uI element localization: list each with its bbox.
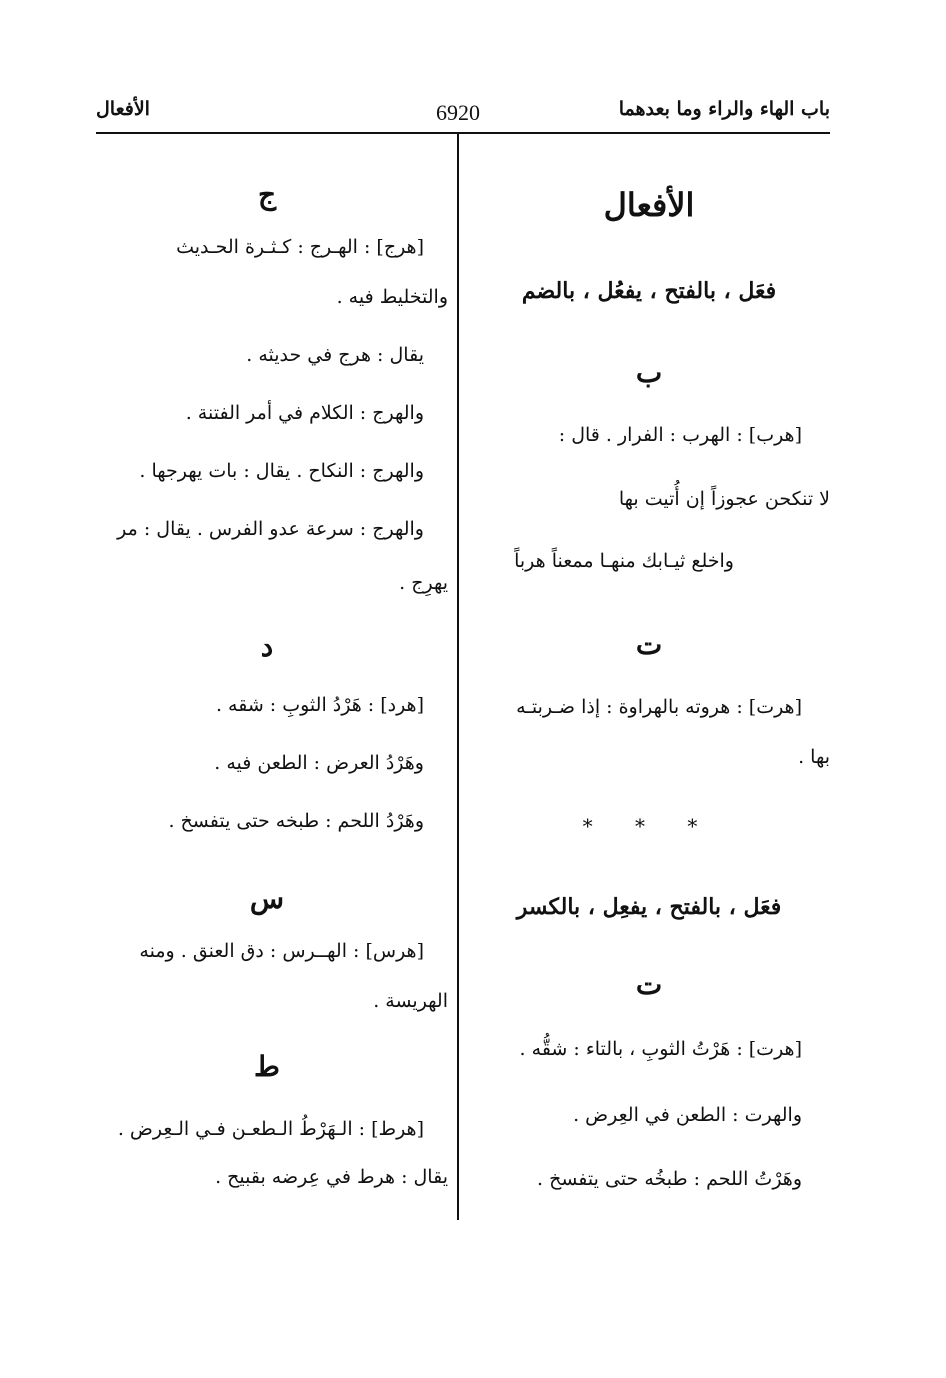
letter-heading: ت [635, 628, 663, 661]
entry-line: وهَرْتُ اللحم : طبخُه حتى يتفسخ . [537, 1168, 802, 1190]
page-number: 6920 [436, 100, 480, 125]
right-column [468, 0, 830, 1378]
entry-line: [هرج] : الهـرج : كـثـرة الحـديث [176, 236, 424, 258]
entry-line: والتخليط فيه . [336, 286, 448, 308]
entry-line: [هرت] : هروته بالهراوة : إذا ضـربتـه [516, 696, 802, 718]
entry-line: يهرِج . [399, 572, 448, 594]
letter-heading: ب [635, 356, 663, 389]
section-heading: الأفعال [603, 186, 695, 224]
letter-heading: ط [254, 1050, 280, 1083]
letter-heading: د [260, 630, 274, 663]
entry-line: الهريسة . [373, 990, 448, 1012]
separator-stars: * * * [582, 814, 716, 838]
entry-line: والهرج : النكاح . يقال : بات يهرجها . [139, 460, 424, 482]
verse-line: لا تنكحن عجوزاً إن أُتيت بها [618, 488, 830, 510]
entry-line: والهرت : الطعن في العِرض . [573, 1104, 802, 1126]
letter-heading: ت [635, 968, 663, 1001]
entry-line: [هرب] : الهرب : الفرار . قال : [558, 424, 802, 446]
left-column [86, 0, 448, 1378]
entry-line: [هرد] : هَرْدُ الثوبِ : شقه . [215, 694, 424, 716]
entry-line: [هرت] : هَرْتُ الثوبِ ، بالتاء : شقُّه . [519, 1038, 802, 1060]
entry-line: وهَرْدُ العرض : الطعن فيه . [214, 752, 424, 774]
entry-line: بها . [798, 746, 830, 768]
column-divider [457, 133, 459, 1220]
entry-line: [هرس] : الهــرس : دق العنق . ومنه [139, 940, 424, 962]
pattern-heading: فعَل ، بالفتح ، يفعُل ، بالضم [521, 278, 777, 304]
letter-heading: ج [257, 178, 277, 211]
entry-line: وهَرْدُ اللحم : طبخه حتى يتفسخ . [168, 810, 424, 832]
entry-line: والهرج : الكلام في أمر الفتنة . [185, 402, 424, 424]
verse-line: واخلع ثيـابك منهـا ممعناً هرباً [514, 550, 734, 572]
entry-line: يقال : هرج في حديثه . [246, 344, 424, 366]
pattern-heading: فعَل ، بالفتح ، يفعِل ، بالكسر [516, 894, 782, 920]
entry-line: يقال : هرط في عِرضه بقبيح . [215, 1166, 448, 1188]
chapter-title: باب الهاء والراء وما بعدهما [618, 98, 830, 120]
letter-heading: س [249, 882, 285, 915]
entry-line: والهرج : سرعة عدو الفرس . يقال : مر [117, 518, 424, 540]
entry-line: [هرط] : الـهَرْطُ الـطعـن فـي الـعِرض . [117, 1118, 424, 1140]
section-title: الأفعال [96, 98, 150, 120]
